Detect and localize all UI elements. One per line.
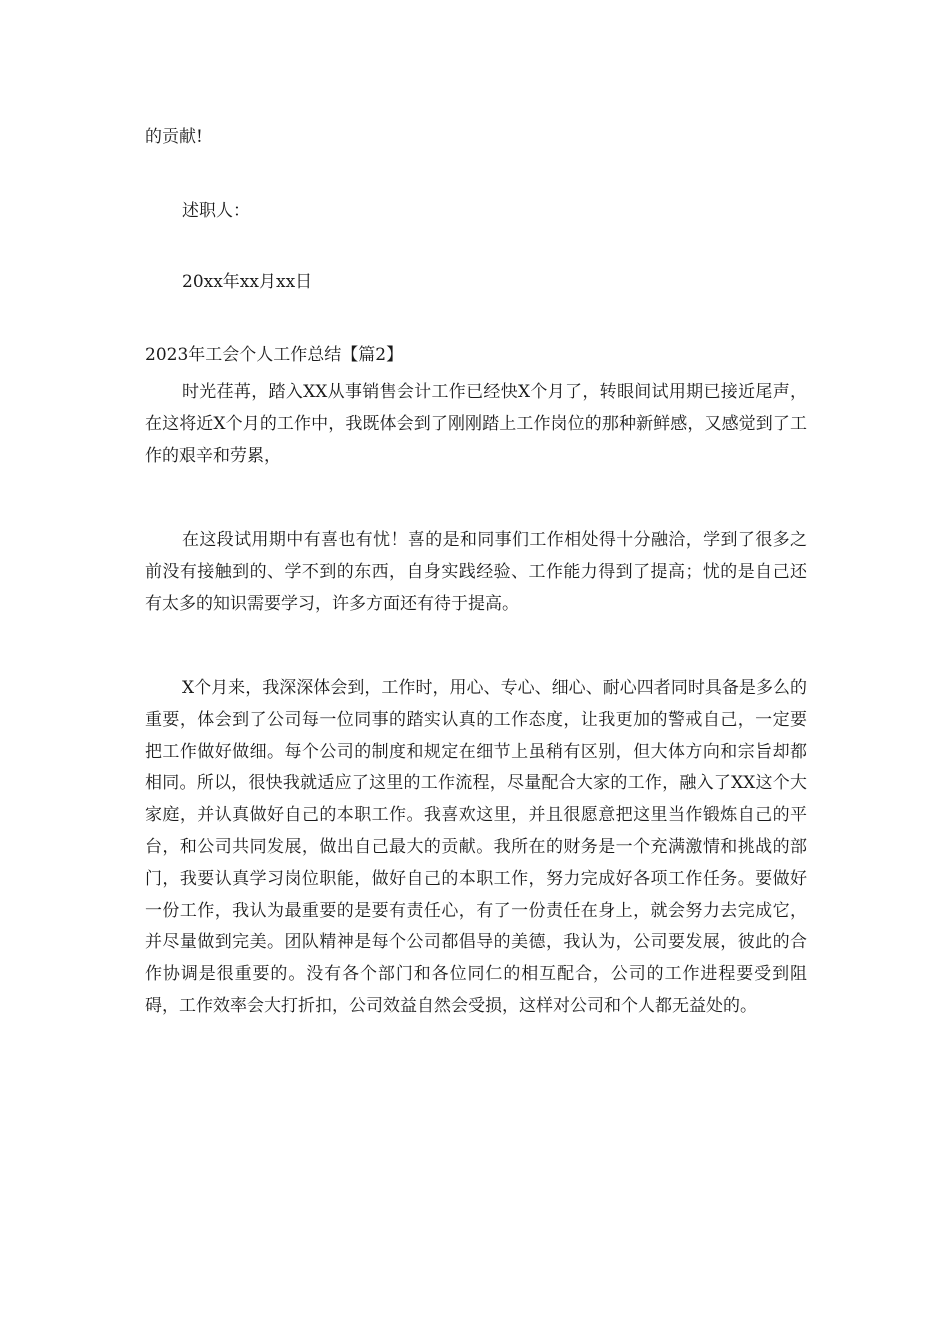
paragraph-3: X个月来，我深深体会到，工作时，用心、专心、细心、耐心四者同时具备是多么的重要，体会到了公司每一位同事的踏实认真的工作态度，让我更加的警戒自己，一定要把工作做好做细。每个公司的制度和规定在细节上虽稍有区别，但大体方向和宗旨却都相同。所以，很快我就适应了这里的工作流程，尽量配合大家的工作，融入了XX这个大家庭，并认真做好自己的本职工作。我喜欢这里，并且很愿意把这里当作锻炼自己的平台，和公司共同发展，做出自己最大的贡献。我所在的财务是一个充满激情和挑战的部门，我要认真学习岗位职能，做好自己的本职工作，努力完成好各项工作任务。要做好一份工作，我认为最重要的是要有责任心，有了一份责任在身上，就会努力去完成它，并尽量做到完美。团队精神是每个公司都倡导的美德，我认为，公司要发展，彼此的合作协调是很重要的。没有各个部门和各位同仁的相互配合，公司的工作进程要受到阻碍，工作效率会大打折扣，公司效益自然会受损，这样对公司和个人都无益处的。 (145, 678, 807, 1016)
section-heading: 2023年工会个人工作总结【篇2】 (145, 345, 404, 365)
signature-label: 述职人： (182, 201, 250, 221)
report-date: 20xx年xx月xx日 (182, 272, 313, 292)
closing-text: 的贡献! (145, 127, 203, 147)
paragraph-2: 在这段试用期中有喜也有忧！喜的是和同事们工作相处得十分融洽，学到了很多之前没有接触到的、学不到的东西，自身实践经验、工作能力得到了提高；忧的是自己还有太多的知识需要学习，许多方面还有待于提高。 (145, 530, 807, 614)
paragraph-1: 时光荏苒，踏入XX从事销售会计工作已经快X个月了，转眼间试用期已接近尾声，在这将近X个月的工作中，我既体会到了刚刚踏上工作岗位的那种新鲜感，又感觉到了工作的艰辛和劳累， (145, 382, 807, 466)
